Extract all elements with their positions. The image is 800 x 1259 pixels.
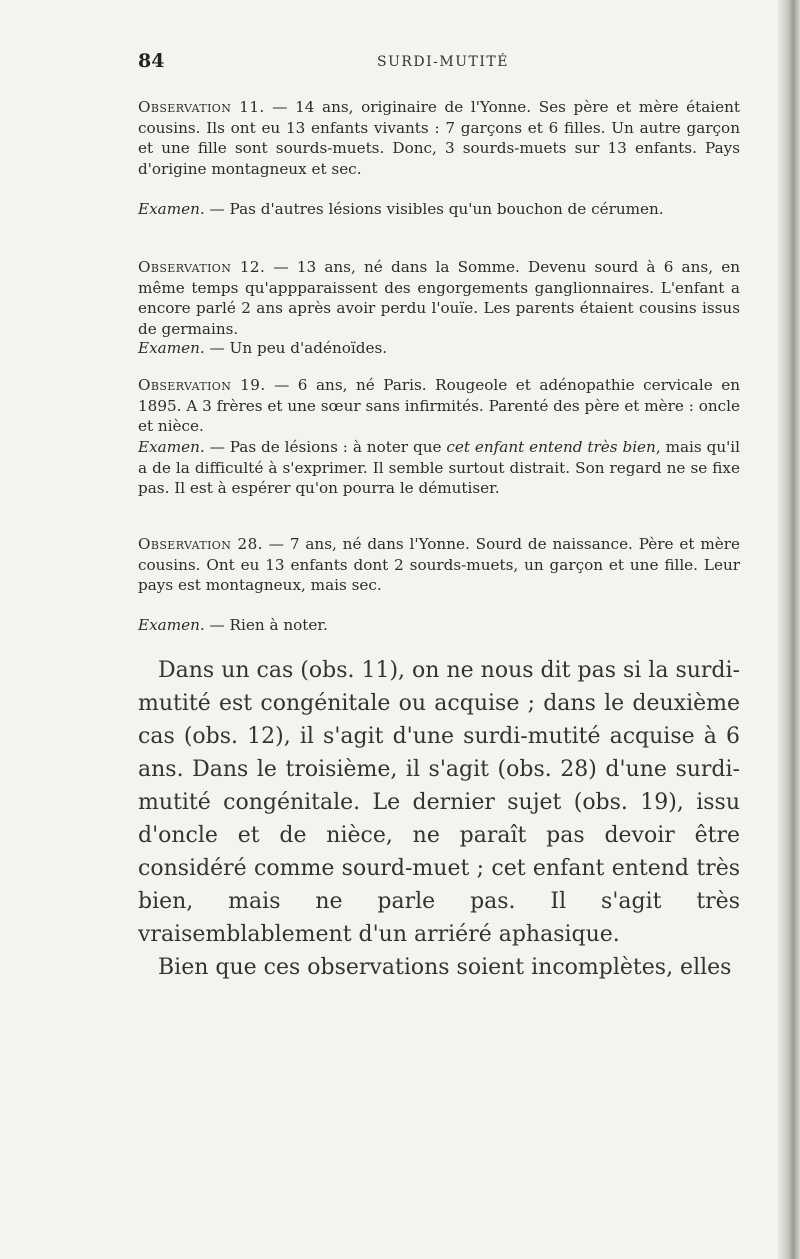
observation-11-label: Observation 11.	[138, 98, 265, 116]
observation-12-exam	[138, 338, 740, 359]
exam-label: Examen.	[138, 438, 205, 456]
body-paragraph-2: Bien que ces observations soient incomplètes, elles	[158, 955, 732, 980]
observation-11	[138, 97, 740, 179]
page-header	[138, 50, 740, 80]
observation-19-body: — 6 ans, né Paris. Rougeole et adénopathie cervicale en 1895. A 3 frères et une sœur sans infirmités. Parenté des père et mère : oncle et nièce.	[138, 376, 740, 436]
observation-12-body: — 13 ans, né dans la Somme. Devenu sourd à 6 ans, en même temps qu'appparaissent des engorgements ganglionnaires. L'enfant a encore parlé 2 ans après avoir perdu l'ouïe. Les parents étaient cousins issus de germains.	[138, 258, 740, 338]
exam-text-a: — Pas de lésions : à noter que	[204, 438, 447, 456]
observation-12-label: Observation 12.	[138, 258, 266, 276]
observation-28-label: Observation 28.	[138, 535, 263, 553]
observation-19-exam	[138, 437, 740, 499]
observation-19-label: Observation 19.	[138, 376, 266, 394]
page-edge-shadow	[778, 0, 800, 1259]
observation-11-body: — 14 ans, originaire de l'Yonne. Ses père et mère étaient cousins. Ils ont eu 13 enfants vivants : 7 garçons et 6 filles. Un autre garçon et une fille sont sourds-muets. Donc, 3 sourds-muets sur 13 enfants. Pays d'origine montagneux et sec.	[138, 98, 740, 178]
exam-label: Examen.	[138, 339, 205, 357]
body-paragraph-1: Dans un cas (obs. 11), on ne nous dit pas si la surdi-mutité est congénitale ou acquise ; dans le deuxième cas (obs. 12), il s'agit d'une surdi-mutité acquise à 6 ans. Dans le troisième, il s'agit (obs. 28) d'une surdi-mutité congénitale. Le dernier sujet (obs. 19), issu d'oncle et de nièce, ne paraît pas devoir être considéré comme sourd-muet ; cet enfant entend très bien, mais ne parle pas. Il s'agit très vraisemblablement d'un arriéré aphasique.	[138, 658, 740, 947]
main-text	[138, 654, 740, 984]
observation-28-exam	[138, 615, 740, 636]
observation-28	[138, 534, 740, 596]
running-head: SURDI-MUTITÉ	[377, 54, 509, 70]
observation-11-exam	[138, 199, 740, 220]
exam-text-b: , mais qu'il a de la difficulté à s'exprimer. Il semble surtout distrait. Son regard ne se fixe pas. Il est à espérer qu'on pourra le démutiser.	[138, 438, 741, 498]
observation-11-text	[138, 97, 740, 179]
exam-text: — Pas d'autres lésions visibles qu'un bouchon de cérumen.	[204, 200, 664, 218]
observation-28-body: — 7 ans, né dans l'Yonne. Sourd de naissance. Père et mère cousins. Ont eu 13 enfants dont 2 sourds-muets, un garçon et une fille. Leur pays est montagneux, mais sec.	[138, 535, 740, 595]
page-number: 84	[138, 50, 165, 72]
observation-12	[138, 257, 740, 339]
exam-italic-note: cet enfant entend très bien	[446, 438, 656, 456]
exam-label: Examen.	[138, 616, 205, 634]
exam-text: — Un peu d'adénoïdes.	[204, 339, 388, 357]
exam-label: Examen.	[138, 200, 205, 218]
exam-text: — Rien à noter.	[204, 616, 328, 634]
observation-19	[138, 375, 740, 437]
